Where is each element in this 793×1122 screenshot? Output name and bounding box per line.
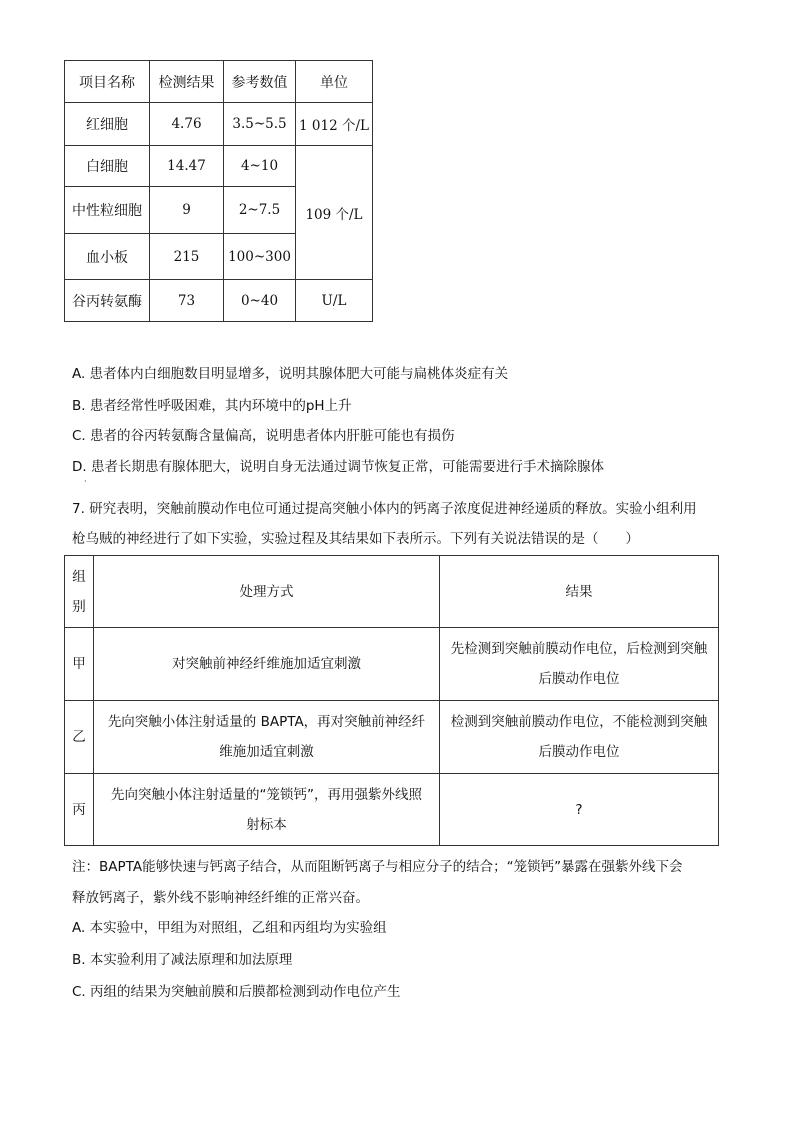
result-header-cell: 结果	[440, 556, 719, 628]
blood-test-table	[64, 60, 373, 322]
note-line-2: 释放钙离子，紫外线不影响神经纤维的正常兴奋。	[72, 890, 369, 906]
result-cell: 215	[150, 234, 224, 280]
merged-unit-cell: 109 个/L	[296, 146, 373, 280]
q7-option-a: A. 本实验中，甲组为对照组，乙组和丙组均为实验组	[72, 920, 387, 936]
table-header-row	[65, 556, 719, 628]
q6-option-d: D. 患者长期患有腺体肥大，说明自身无法通过调节恢复正常，可能需要进行手术摘除腺体	[72, 459, 604, 475]
reference-cell: 2~7.5	[224, 187, 296, 234]
method-text-line-1: 先向突触小体注射适量的 BAPTA，再对突触前神经纤	[107, 714, 426, 730]
result-cell: 4.76	[150, 103, 224, 146]
result-text-line-2: 后膜动作电位	[538, 744, 620, 760]
reference-cell: 100~300	[224, 234, 296, 280]
method-cell	[94, 774, 440, 846]
method-cell	[94, 701, 440, 774]
group-cell: 丙	[65, 774, 94, 846]
group-header-char-2: 别	[72, 598, 86, 615]
table-row	[65, 103, 373, 146]
method-header-cell: 处理方式	[94, 556, 440, 628]
header-cell: 项目名称	[65, 61, 150, 103]
result-text-line-2: 后膜动作电位	[538, 671, 620, 687]
header-cell: 参考数值	[224, 61, 296, 103]
reference-cell: 3.5~5.5	[224, 103, 296, 146]
header-cell: 单位	[296, 61, 373, 103]
table-row	[65, 628, 719, 701]
item-name-cell: 中性粒细胞	[65, 187, 150, 234]
note-line-1: 注：BAPTA能够快速与钙离子结合，从而阻断钙离子与相应分子的结合；“笼锁钙”暴露在强紫外线下会	[72, 859, 683, 875]
table-header-row	[65, 61, 373, 103]
item-name-cell: 红细胞	[65, 103, 150, 146]
result-cell: 14.47	[150, 146, 224, 187]
result-cell	[440, 701, 719, 774]
group-cell: 乙	[65, 701, 94, 774]
header-cell: 检测结果	[150, 61, 224, 103]
result-text-line-1: 先检测到突触前膜动作电位，后检测到突触	[450, 641, 708, 657]
table-row	[65, 701, 719, 774]
result-cell: 9	[150, 187, 224, 234]
q6-option-b: B. 患者经常性呼吸困难，其内环境中的pH上升	[72, 398, 352, 414]
method-text-line-2: 维施加适宜刺激	[219, 744, 314, 760]
item-name-cell: 谷丙转氨酶	[65, 280, 150, 322]
method-cell	[94, 628, 440, 701]
q7-option-c: C. 丙组的结果为突触前膜和后膜都检测到动作电位产生	[72, 984, 401, 1000]
result-text-line-1: 检测到突触前膜动作电位，不能检测到突触	[450, 714, 708, 730]
unit-cell: 1 012 个/L	[296, 103, 373, 146]
q7-option-b: B. 本实验利用了减法原理和加法原理	[72, 952, 293, 968]
stray-dot: ·	[84, 477, 87, 486]
q6-option-a: A. 患者体内白细胞数目明显增多，说明其腺体肥大可能与扁桃体炎症有关	[72, 366, 509, 382]
reference-cell: 0~40	[224, 280, 296, 322]
method-text: 对突触前神经纤维施加适宜刺激	[172, 656, 361, 672]
result-cell	[440, 628, 719, 701]
q6-option-c: C. 患者的谷丙转氨酶含量偏高，说明患者体内肝脏可能也有损伤	[72, 428, 455, 444]
q7-stem-line-2: 枪乌贼的神经进行了如下实验，实验过程及其结果如下表所示。下列有关说法错误的是（ ）	[72, 531, 639, 547]
reference-cell: 4~10	[224, 146, 296, 187]
method-text-line-2: 射标本	[246, 816, 287, 833]
result-cell: 73	[150, 280, 224, 322]
table-row	[65, 774, 719, 846]
table-row	[65, 280, 373, 322]
group-header-cell	[65, 556, 94, 628]
item-name-cell: 白细胞	[65, 146, 150, 187]
group-header-char-1: 组	[72, 568, 86, 585]
experiment-table	[64, 555, 719, 846]
result-cell: ?	[440, 774, 719, 846]
unit-cell: U/L	[296, 280, 373, 322]
group-cell: 甲	[65, 628, 94, 701]
table-row	[65, 146, 373, 187]
item-name-cell: 血小板	[65, 234, 150, 280]
q7-stem-line-1: 7. 研究表明，突触前膜动作电位可通过提高突触小体内的钙离子浓度促进神经递质的释放。实验小组利用	[72, 501, 697, 517]
method-text-line-1: 先向突触小体注射适量的“笼锁钙”，再用强紫外线照	[111, 786, 422, 803]
